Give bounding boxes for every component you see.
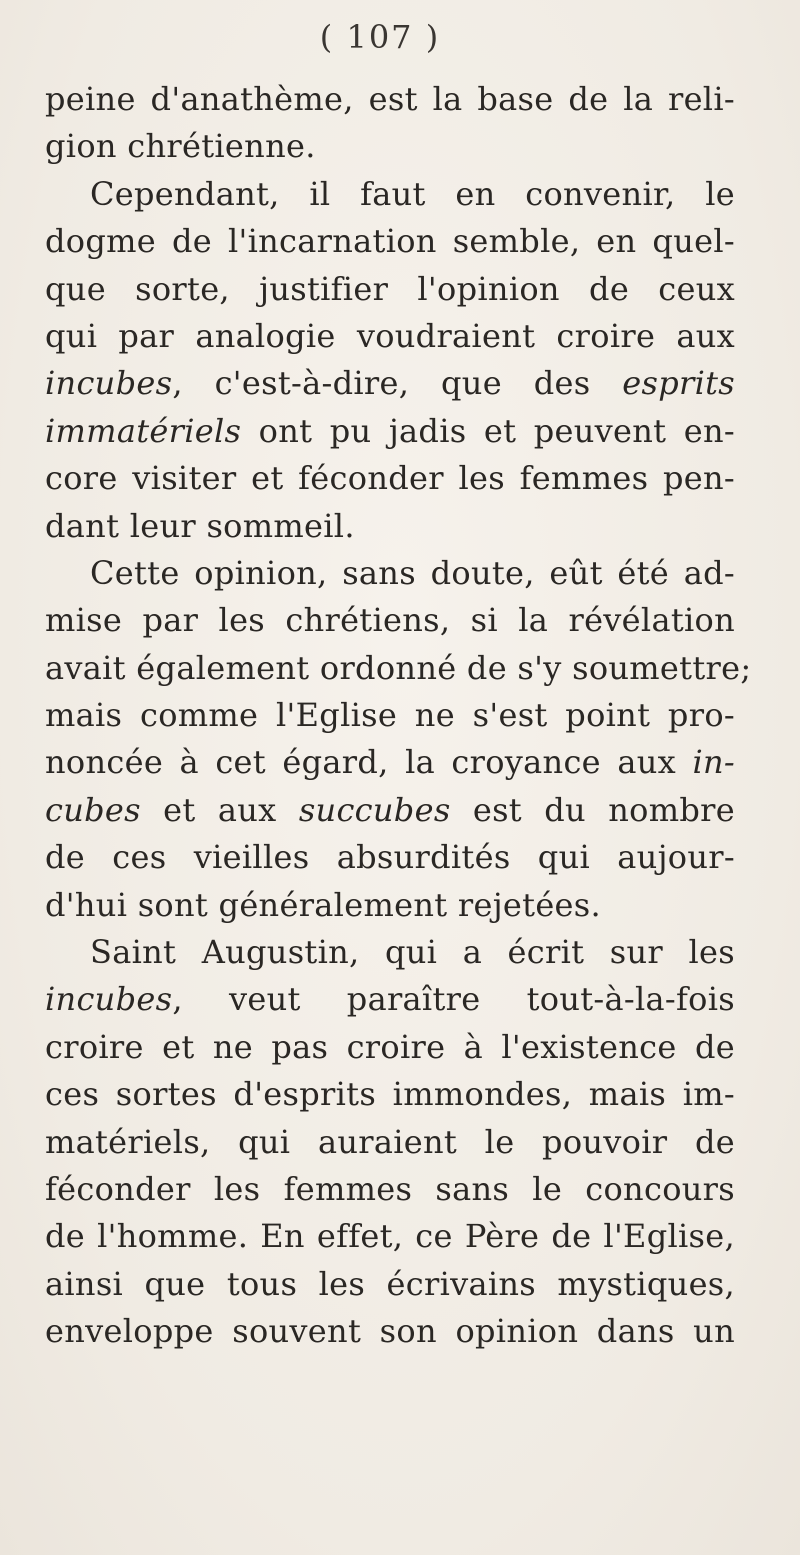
text-line: ainsi que tous les écrivains mystiques, — [45, 1264, 735, 1303]
text-line: qui par analogie voudraient croire aux — [45, 316, 735, 355]
text-line: dogme de l'incarnation semble, en quel- — [45, 222, 735, 261]
text-line: immatériels ont pu jadis et peuvent en- — [45, 411, 735, 450]
text-line: de ces vieilles absurdités qui aujour- — [45, 838, 735, 877]
text-line: enveloppe souvent son opinion dans un — [45, 1312, 735, 1351]
text-line: d'hui sont généralement rejetées. — [45, 885, 601, 924]
text-line: gion chrétienne. — [45, 127, 316, 166]
body-text — [45, 76, 752, 1356]
text-line: Cette opinion, sans doute, eût été ad- — [90, 553, 735, 592]
text-line: ces sortes d'esprits immondes, mais im- — [45, 1075, 735, 1114]
text-line: mais comme l'Eglise ne s'est point pro- — [45, 696, 735, 735]
text-line: matériels, qui auraient le pouvoir de — [45, 1122, 735, 1161]
text-line: incubes, c'est-à-dire, que des esprits — [45, 364, 735, 403]
text-line: que sorte, justifier l'opinion de ceux — [45, 269, 735, 308]
text-line: cubes et aux succubes est du nombre — [45, 790, 735, 829]
text-line: core visiter et féconder les femmes pen- — [45, 459, 735, 498]
text-line: peine d'anathème, est la base de la reli- — [45, 80, 735, 118]
text-line: avait également ordonné de s'y soumettre; — [45, 648, 752, 687]
page-number: ( 107 ) — [319, 18, 441, 56]
text-line: noncée à cet égard, la croyance aux in- — [45, 743, 735, 782]
text-line: mise par les chrétiens, si la révélation — [45, 601, 735, 640]
text-line: Saint Augustin, qui a écrit sur les — [90, 933, 735, 972]
text-line: dant leur sommeil. — [45, 506, 355, 545]
text-line: croire et ne pas croire à l'existence de — [45, 1027, 735, 1066]
text-line: de l'homme. En effet, ce Père de l'Eglise, — [45, 1217, 735, 1256]
text-line: incubes, veut paraître tout-à-la-fois — [45, 980, 735, 1019]
text-line: féconder les femmes sans le concours — [45, 1169, 735, 1208]
text-line: Cependant, il faut en convenir, le — [90, 174, 735, 213]
